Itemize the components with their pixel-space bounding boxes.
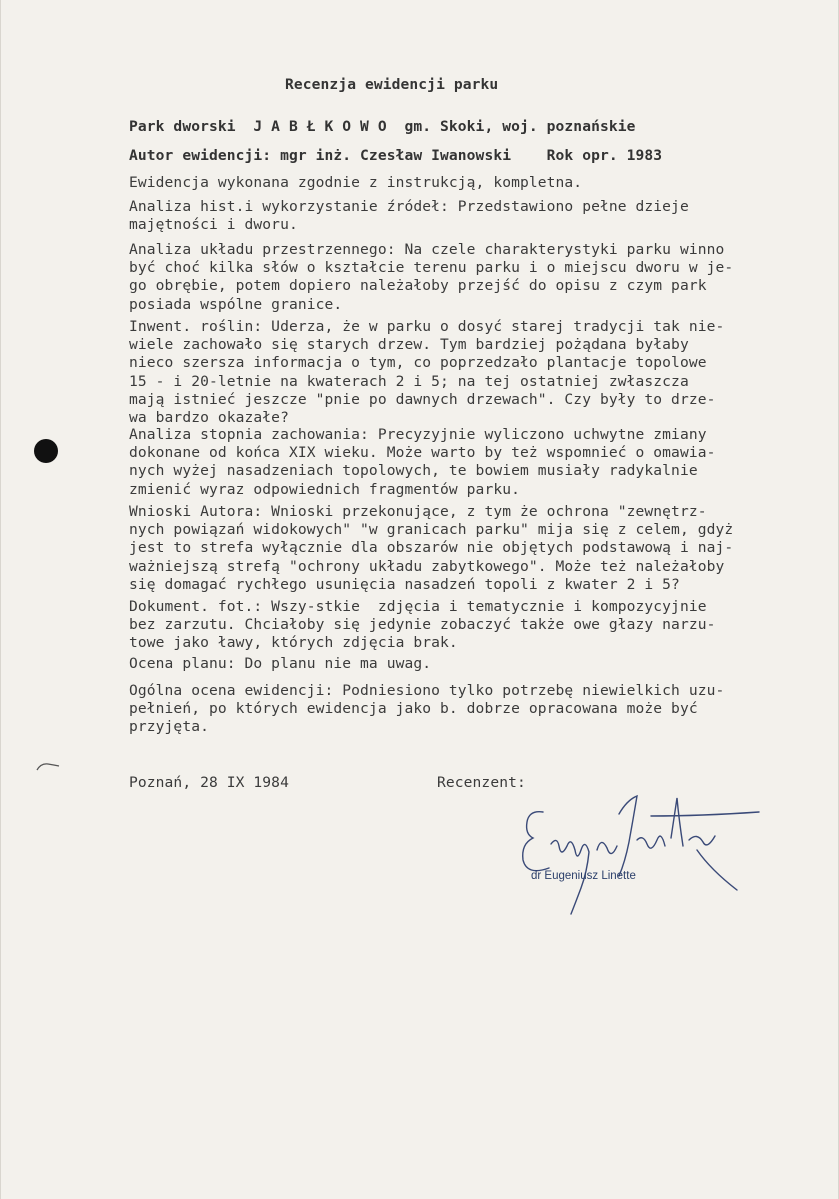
section-row: przyjęta. bbox=[129, 718, 209, 736]
section-row: Inwent. roślin: Uderza, że w parku o dosyć starej tradycji tak nie- bbox=[129, 318, 725, 335]
punch-hole bbox=[34, 439, 58, 463]
section-row: się domagać rychłego usunięcia nasadzeń topoli z kwater 2 i 5? bbox=[129, 575, 680, 593]
section-row: dokonane od końca XIX wieku. Może warto by też wspomnieć o omawia- bbox=[129, 444, 716, 462]
section-overall-assessment bbox=[129, 682, 829, 737]
section-row: Ogólna ocena ewidencji: Podniesiono tylko potrzebę niewielkich uzu- bbox=[129, 682, 725, 699]
reviewer-label: Recenzent: bbox=[437, 774, 526, 791]
section-row: ważniejszą strefą "ochrony układu zabytkowego". Może też należałoby bbox=[129, 557, 725, 575]
section-plan-assessment bbox=[129, 655, 829, 673]
section-photo-documentation bbox=[129, 598, 829, 653]
section-row: nieco szersza informacja o tym, co poprzedzało plantacje topolowe bbox=[129, 354, 707, 372]
section-row: jest to strefa wyłącznie dla obszarów nie objętych podstawową i naj- bbox=[129, 539, 734, 557]
section-row: mają istnieć jeszcze "pnie po dawnych drzewach". Czy były to drze- bbox=[129, 390, 716, 408]
author-line: Autor ewidencji: mgr inż. Czesław Iwanowski Rok opr. 1983 bbox=[129, 147, 663, 164]
section-row: być choć kilka słów o kształcie terenu parku i o miejscu dworu w je- bbox=[129, 259, 734, 277]
section-row: posiada wspólne granice. bbox=[129, 295, 343, 313]
section-row: nych powiązań widokowych" "w granicach parku" mija się z celem, gdyż bbox=[129, 521, 734, 539]
section-row: bez zarzutu. Chciałoby się jedynie zobaczyć także owe głazy narzu- bbox=[129, 616, 716, 634]
section-row: Ocena planu: Do planu nie ma uwag. bbox=[129, 655, 432, 672]
section-row: pełnień, po których ewidencja jako b. dobrze opracowana może być bbox=[129, 700, 698, 718]
place-date: Poznań, 28 IX 1984 bbox=[129, 774, 289, 791]
section-row: majętności i dworu. bbox=[129, 216, 298, 234]
park-name-line: Park dworski J A B Ł K O W O gm. Skoki, woj. poznańskie bbox=[129, 118, 636, 135]
document-title: Recenzja ewidencji parku bbox=[285, 76, 499, 93]
section-plant-inventory bbox=[129, 318, 829, 427]
section-row: zmienić wyraz odpowiednich fragmentów parku. bbox=[129, 480, 520, 498]
section-row: wa bardzo okazałe? bbox=[129, 409, 289, 427]
section-row: Analiza hist.i wykorzystanie źródeł: Przedstawiono pełne dzieje bbox=[129, 198, 689, 215]
signature bbox=[501, 780, 781, 920]
section-row: Dokument. fot.: Wszy-stkie zdjęcia i tematycznie i kompozycyjnie bbox=[129, 598, 707, 615]
section-row: Analiza układu przestrzennego: Na czele charakterystyki parku winno bbox=[129, 241, 725, 258]
section-row: 15 - i 20-letnie na kwaterach 2 i 5; na tej ostatniej zwłaszcza bbox=[129, 372, 689, 390]
completeness-line: Ewidencja wykonana zgodnie z instrukcją, kompletna. bbox=[129, 174, 583, 191]
section-author-conclusions bbox=[129, 503, 829, 594]
section-row: Analiza stopnia zachowania: Precyzyjnie wyliczono uchwytne zmiany bbox=[129, 426, 707, 443]
reviewer-stamp: dr Eugeniusz Linette bbox=[531, 870, 636, 882]
pencil-mark bbox=[35, 760, 61, 774]
section-preservation bbox=[129, 426, 829, 499]
section-row: wiele zachowało się starych drzew. Tym bardziej pożądana byłaby bbox=[129, 336, 689, 354]
section-spatial-layout bbox=[129, 241, 829, 314]
section-history bbox=[129, 198, 829, 234]
section-row: towe jako ławy, których zdjęcia brak. bbox=[129, 634, 458, 652]
section-row: Wnioski Autora: Wnioski przekonujące, z tym że ochrona "zewnętrz- bbox=[129, 503, 707, 520]
section-row: nych wyżej nasadzeniach topolowych, te bowiem musiały radykalnie bbox=[129, 462, 698, 480]
section-row: go obrębie, potem dopiero należałoby przejść do opisu z czym park bbox=[129, 277, 707, 295]
